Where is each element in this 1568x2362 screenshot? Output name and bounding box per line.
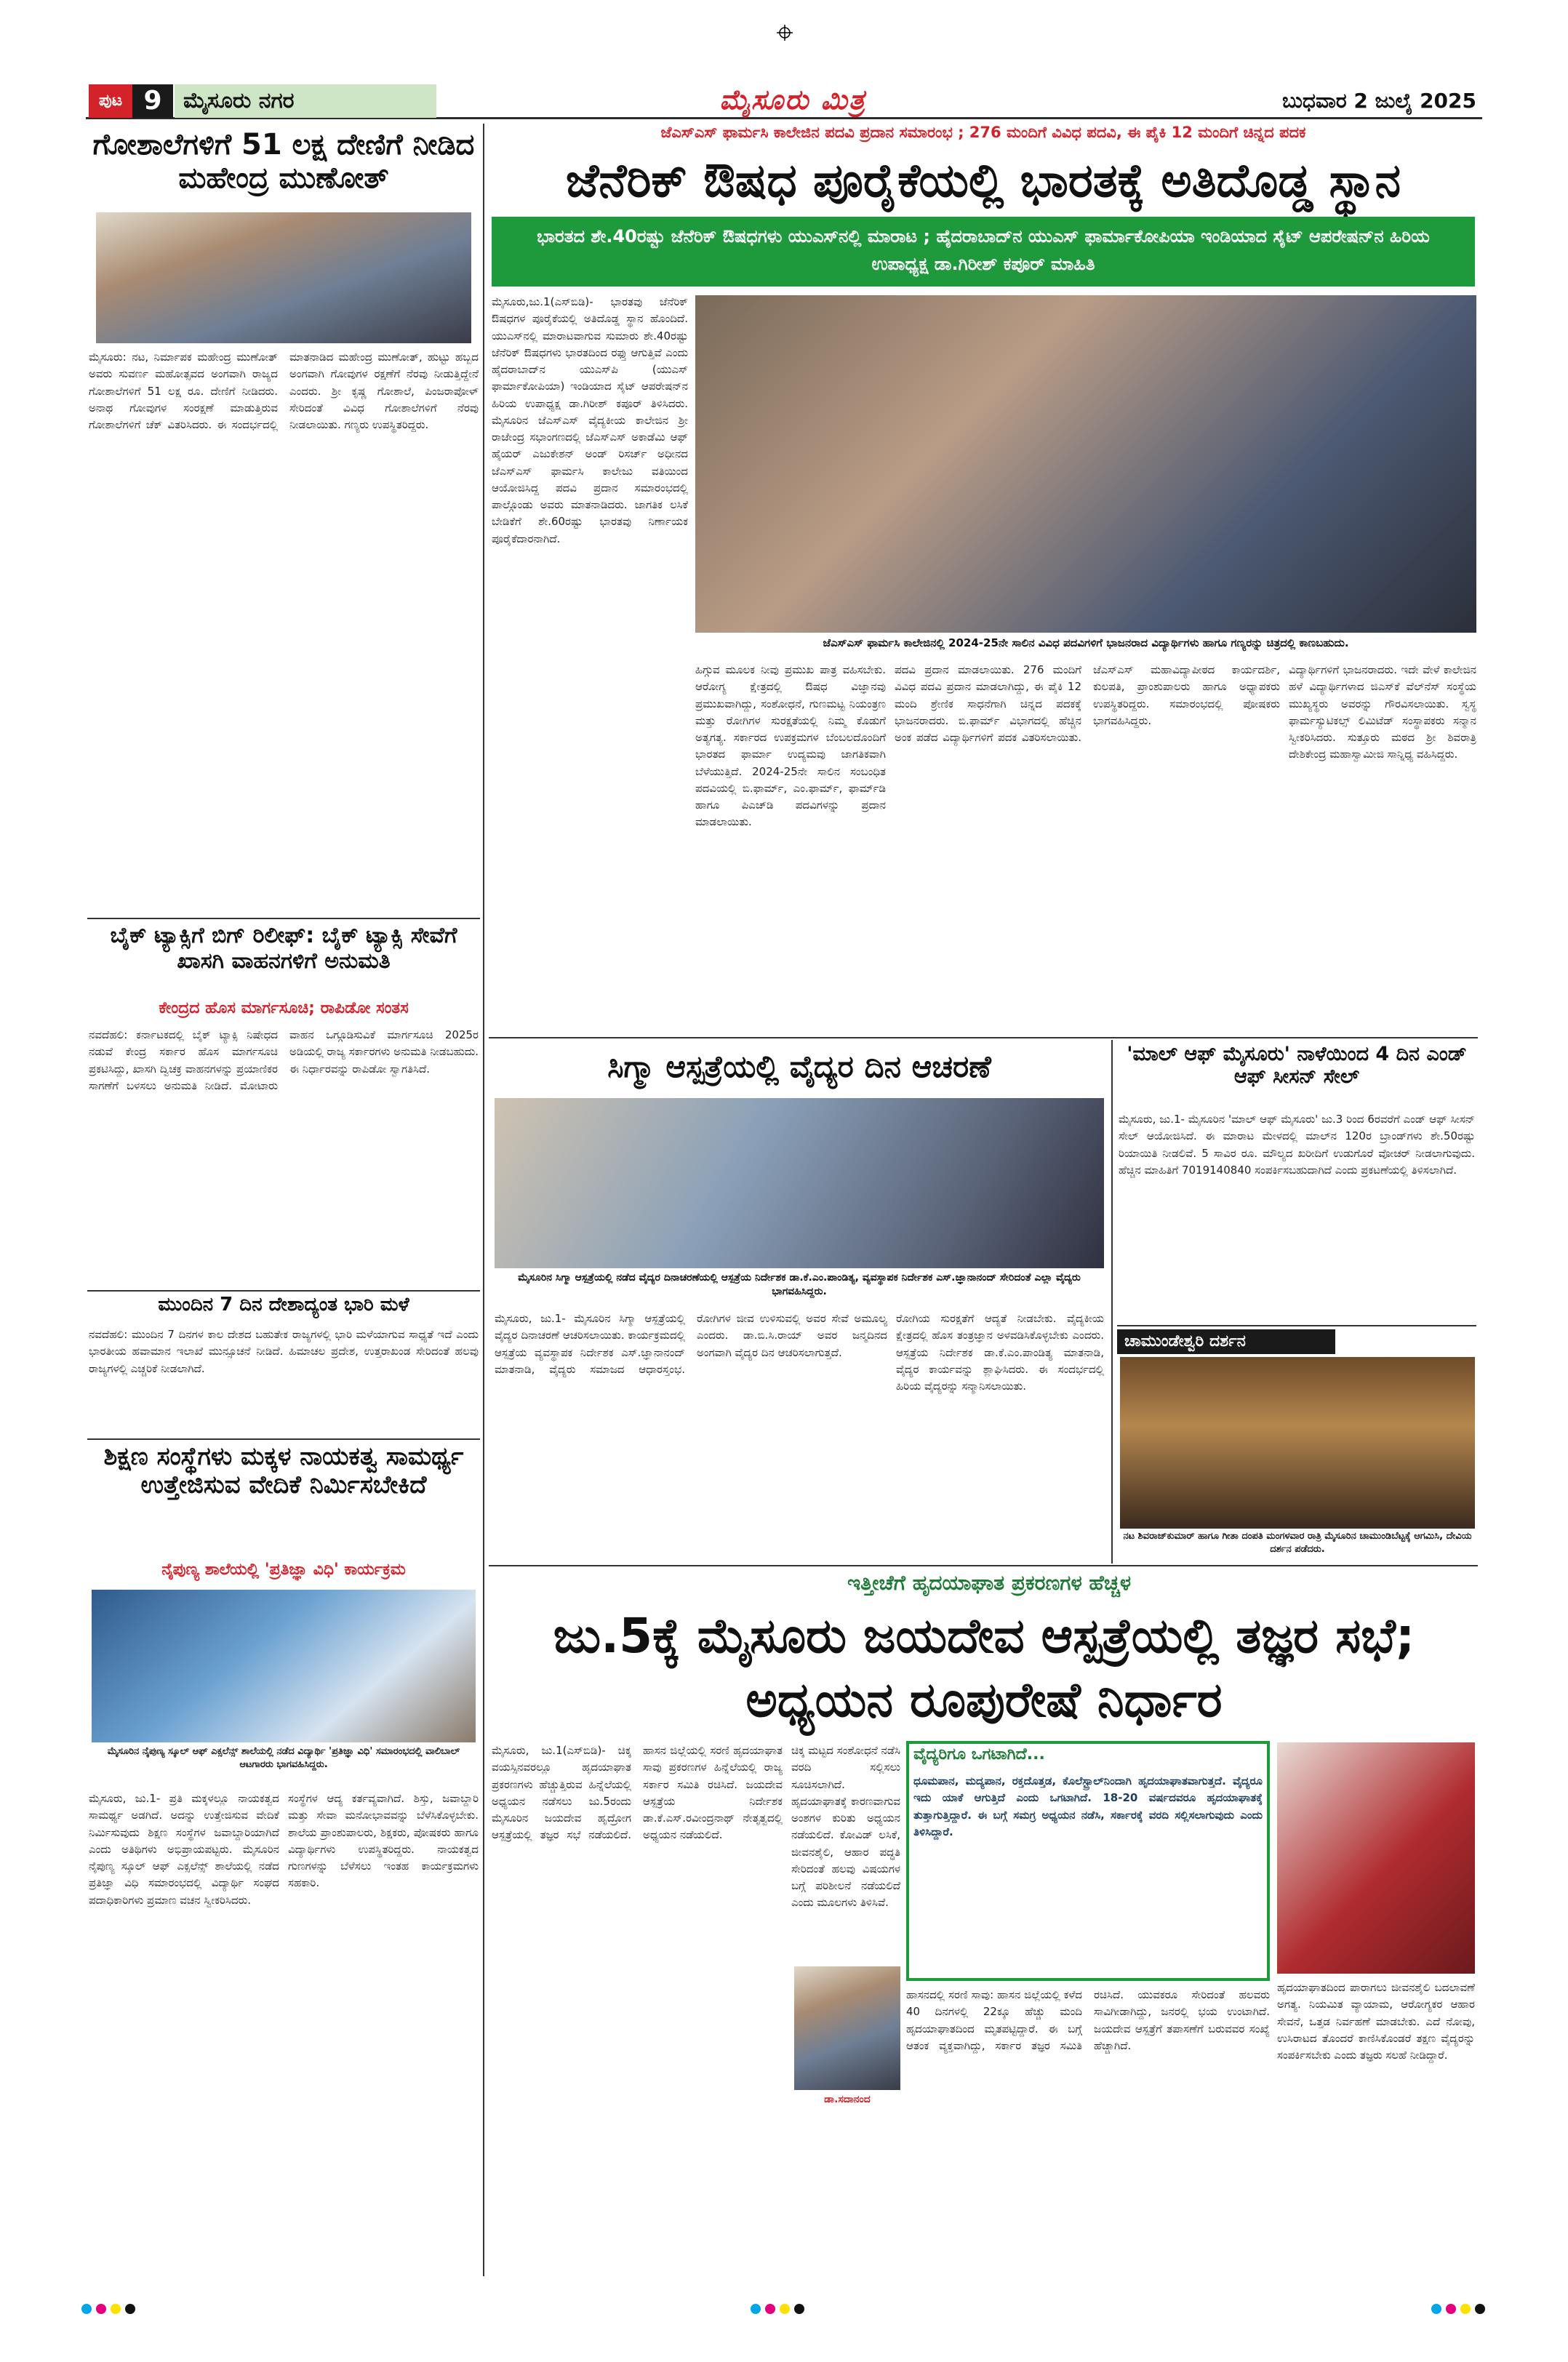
registration-mark-icon — [777, 25, 793, 41]
edu-caption: ಮೈಸೂರಿನ ನೈಪುಣ್ಯ ಸ್ಕೂಲ್ ಆಫ್ ಎಕ್ಸಲೆನ್ಸ್ ಶಾಲೆಯಲ್ಲಿ ನಡೆದ ವಿದ್ಯಾರ್ಥಿ 'ಪ್ರತಿಜ್ಞಾ ವಿಧಿ' ಸಮಾರಂಭದಲ್ಲಿ ವಾಲಿಬಾಲ್ ಆಟಗಾರರು ಭಾಗವಹಿಸಿದ್ದರು. — [107, 1746, 460, 1770]
print-dot-black — [125, 2304, 135, 2314]
edu-photo — [92, 1590, 476, 1742]
bike-taxi-kicker: ಕೇಂದ್ರದ ಹೊಸ ಮಾರ್ಗಸೂಚಿ; ರಾಪಿಡೋ ಸಂತಸ — [159, 999, 409, 1017]
bike-taxi-headline: ಬೈಕ್ ಟ್ಯಾಕ್ಸಿಗೆ ಬಿಗ್ ರಿಲೀಫ್: ಬೈಕ್ ಟ್ಯಾಕ್ಸಿ ಸೇವೆಗೆ ಖಾಸಗಿ ವಾಹನಗಳಿಗೆ ಅನುಮತಿ — [110, 923, 457, 974]
issue-date: ಬುಧವಾರ 2 ಜುಲೈ 2025 — [1282, 89, 1476, 113]
sigma-body: ಮೈಸೂರು, ಜು.1- ಮೈಸೂರಿನ ಸಿಗ್ಮಾ ಆಸ್ಪತ್ರೆಯಲ್ಲಿ ವೈದ್ಯರ ದಿನಾಚರಣೆ ಆಚರಿಸಲಾಯಿತು. ಕಾರ್ಯಕ್ರಮದಲ್ಲಿ ಆಸ್ಪತ್ರೆಯ ವ್ಯವಸ್ಥಾಪಕ ನಿರ್ದೇಶಕ ಎಸ್.ಜ್ಞಾನಾನಂದ್ ಮಾತನಾಡಿ, ವೈದ್ಯರು ಸಮಾಜದ ಆಧಾರಸ್ತಂಭ. ರೋಗಿಗಳ ಜೀವ ಉಳಿಸುವಲ್ಲಿ ಅವರ ಸೇವೆ ಅಮೂಲ್ಯ ಎಂದರು. ಡಾ.ಬಿ.ಸಿ.ರಾಯ್ ಅವರ ಜನ್ಮದಿನದ ಅಂಗವಾಗಿ ವೈದ್ಯರ ದಿನ ಆಚರಿಸಲಾಗುತ್ತದೆ. — [495, 1312, 887, 1376]
goshala-headline: ಗೋಶಾಲೆಗಳಿಗೆ 51 ಲಕ್ಷ ದೇಣಿಗೆ ನೀಡಿದ ಮಹೇಂದ್ರ ಮುಣೋತ್ — [92, 128, 475, 195]
jayadeva-col-c: ಹೃದಯಾಘಾತದಿಂದ ಪಾರಾಗಲು ಜೀವನಶೈಲಿ ಬದಲಾವಣೆ ಅಗತ್ಯ. ನಿಯಮಿತ ವ್ಯಾಯಾಮ, ಆರೋಗ್ಯಕರ ಆಹಾರ ಸೇವನೆ, ಒತ್ತಡ ನಿರ್ವಹಣೆ ಮಾಡಬೇಕು. ಎದೆ ನೋವು, ಉಸಿರಾಟದ ತೊಂದರೆ ಕಾಣಿಸಿಕೊಂಡರೆ ತಕ್ಷಣ ವೈದ್ಯರನ್ನು ಸಂಪರ್ಕಿಸಬೇಕು ಎಂದು ತಜ್ಞರು ಸಲಹೆ ನೀಡಿದ್ದಾರೆ. — [1277, 1981, 1475, 2062]
goshala-photo — [96, 212, 471, 343]
info-box-title: ವೈದ್ಯರಿಗೂ ಒಗಟಾಗಿದೆ... — [913, 1745, 1045, 1764]
divider — [87, 1438, 480, 1440]
jayadeva-headline: ಜು.5ಕ್ಕೆ ಮೈಸೂರು ಜಯದೇವ ಆಸ್ಪತ್ರೆಯಲ್ಲಿ ತಜ್ಞರ ಸಭೆ; ಅಧ್ಯಯನ ರೂಪುರೇಷೆ ನಿರ್ಧಾರ — [553, 1608, 1415, 1728]
chamundi-title: ಚಾಮುಂಡೇಶ್ವರಿ ದರ್ಶನ — [1117, 1329, 1335, 1354]
print-dot-magenta — [1446, 2304, 1456, 2314]
print-dot-black — [1475, 2304, 1485, 2314]
chamundi-caption: ನಟ ಶಿವರಾಜ್‌ಕುಮಾರ್ ಹಾಗೂ ಗೀತಾ ದಂಪತಿ ಮಂಗಳವಾರ ರಾತ್ರಿ ಮೈಸೂರಿನ ಚಾಮುಂಡಿಬೆಟ್ಟಕ್ಕೆ ಆಗಮಿಸಿ, ದೇವಿಯ ದರ್ಶನ ಪಡೆದರು. — [1123, 1531, 1472, 1555]
print-dot-yellow — [111, 2304, 121, 2314]
print-dot-cyan — [81, 2304, 92, 2314]
doctor-portrait — [794, 1966, 900, 2090]
print-dot-cyan — [751, 2304, 761, 2314]
rain-headline: ಮುಂದಿನ 7 ದಿನ ದೇಶಾದ್ಯಂತ ಭಾರಿ ಮಳೆ — [158, 1294, 409, 1316]
print-dot-magenta — [96, 2304, 106, 2314]
lead-body-col4: ವಿದ್ಯಾರ್ಥಿಗಳಿಗೆ ಭಾಜನರಾದರು. ಇದೇ ವೇಳೆ ಕಾಲೇಜಿನ ಹಳೆ ವಿದ್ಯಾರ್ಥಿಗಳಾದ ಜಿಎಸ್‌ಕೆ ವೆಲ್‌ನೆಸ್ ಸಂಸ್ಥೆಯ ಮುಖ್ಯಸ್ಥರು ಅವರನ್ನು ಗೌರವಿಸಲಾಯಿತು. ಸ್ವಸ್ಥ ಫಾರ್ಮಸ್ಯುಟಿಕಲ್ಸ್ ಲಿಮಿಟೆಡ್ ಸಂಸ್ಥಾಪಕರು ಸನ್ಮಾನ ಸ್ವೀಕರಿಸಿದರು. ಸುತ್ತೂರು ಮಠದ ಶ್ರೀ ಶಿವರಾತ್ರಿ ದೇಶಿಕೇಂದ್ರ ಮಹಾಸ್ವಾಮೀಜಿ ಸಾನ್ನಿಧ್ಯ ವಹಿಸಿದ್ದರು. — [1289, 663, 1476, 761]
edu-headline: ಶಿಕ್ಷಣ ಸಂಸ್ಥೆಗಳು ಮಕ್ಕಳ ನಾಯಕತ್ವ ಸಾಮರ್ಥ್ಯ ಉತ್ತೇಜಿಸುವ ವೇದಿಕೆ ನಿರ್ಮಿಸಬೇಕಿದೆ — [103, 1442, 464, 1500]
goshala-body: ಮೈಸೂರು: ನಟ, ನಿರ್ಮಾಪಕ ಮಹೇಂದ್ರ ಮುಣೋತ್ ಅವರು ಸುವರ್ಣ ಮಹೋತ್ಸವದ ಅಂಗವಾಗಿ ರಾಜ್ಯದ ಗೋಶಾಲೆಗಳಿಗೆ 51 ಲಕ್ಷ ರೂ. ದೇಣಿಗೆ ನೀಡಿದರು. ಅನಾಥ ಗೋವುಗಳ ಸಂರಕ್ಷಣೆ ಮಾಡುತ್ತಿರುವ ಗೋಶಾಲೆಗಳಿಗೆ ಚೆಕ್ ವಿತರಿಸಿದರು. ಈ ಸಂದರ್ಭದಲ್ಲಿ ಮಾತನಾಡಿದ ಮಹೇಂದ್ರ ಮುಣೋತ್, ಹುಟ್ಟು ಹಬ್ಬದ ಅಂಗವಾಗಿ ಗೋವುಗಳ ರಕ್ಷಣೆಗೆ ನೆರವು ನೀಡುತ್ತಿದ್ದೇನೆ ಎಂದರು. ಶ್ರೀ ಕೃಷ್ಣ ಗೋಶಾಲೆ, ಪಿಂಜರಾಪೋಳ್ ಸೇರಿದಂತೆ ವಿವಿಧ ಗೋಶಾಲೆಗಳಿಗೆ ನೆರವು ನೀಡಲಾಯಿತು. ಗಣ್ಯರು ಉಪಸ್ಥಿತರಿದ್ದರು. — [89, 351, 479, 431]
section-title: ಮೈಸೂರು ನಗರ — [175, 84, 436, 118]
lead-body-col2: ಹಿಗ್ಗುವ ಮೂಲಕ ನೀವು ಪ್ರಮುಖ ಪಾತ್ರ ವಹಿಸಬೇಕು. ಆರೋಗ್ಯ ಕ್ಷೇತ್ರದಲ್ಲಿ ಔಷಧ ವಿಜ್ಞಾನವು ಪ್ರಮುಖವಾಗಿದ್ದು, ಸಂಶೋಧನೆ, ಗುಣಮಟ್ಟ ನಿಯಂತ್ರಣ ಮತ್ತು ರೋಗಿಗಳ ಸುರಕ್ಷತೆಯಲ್ಲಿ ನಿಮ್ಮ ಕೊಡುಗೆ ಅತ್ಯಗತ್ಯ. ಸರ್ಕಾರದ ಉಪಕ್ರಮಗಳ ಬೆಂಬಲದೊಂದಿಗೆ ಭಾರತದ ಫಾರ್ಮಾ ಉದ್ಯಮವು ಜಾಗತಿಕವಾಗಿ ಬೆಳೆಯುತ್ತಿದೆ. 2024-25ನೇ ಸಾಲಿನ ಸಂಬಂಧಿತ ಪದವಿಯಲ್ಲಿ ಬಿ.ಫಾರ್ಮ್, ಎಂ.ಫಾರ್ಮ್, ಫಾರ್ಮ್‌ಡಿ ಹಾಗೂ ಪಿಎಚ್‌ಡಿ ಪದವಿಗಳನ್ನು ಪ್ರದಾನ ಮಾಡಲಾಯಿತು. — [695, 663, 886, 829]
sigma-caption: ಮೈಸೂರಿನ ಸಿಗ್ಮಾ ಆಸ್ಪತ್ರೆಯಲ್ಲಿ ನಡೆದ ವೈದ್ಯರ ದಿನಾಚರಣೆಯಲ್ಲಿ ಆಸ್ಪತ್ರೆಯ ನಿರ್ದೇಶಕ ಡಾ.ಕೆ.ಎಂ.ಪಾಂಡಿತ್ಯ, ವ್ಯವಸ್ಥಾಪಕ ನಿರ್ದೇಶಕ ಎಸ್.ಜ್ಞಾನಾನಂದ್ ಸೇರಿದಂತೆ ಎಲ್ಲಾ ವೈದ್ಯರು ಭಾಗವಹಿಸಿದ್ದರು. — [518, 1272, 1081, 1297]
rain-body: ನವದೆಹಲಿ: ಮುಂದಿನ 7 ದಿನಗಳ ಕಾಲ ದೇಶದ ಬಹುತೇಕ ರಾಜ್ಯಗಳಲ್ಲಿ ಭಾರಿ ಮಳೆಯಾಗುವ ಸಾಧ್ಯತೆ ಇದೆ ಎಂದು ಭಾರತೀಯ ಹವಾಮಾನ ಇಲಾಖೆ ಮುನ್ಸೂಚನೆ ನೀಡಿದೆ. ಹಿಮಾಚಲ ಪ್ರದೇಶ, ಉತ್ತರಾಖಂಡ ಸೇರಿದಂತೆ ಹಲವು ರಾಜ್ಯಗಳಲ್ಲಿ ಎಚ್ಚರಿಕೆ ನೀಡಲಾಗಿದೆ. — [89, 1328, 479, 1375]
bike-taxi-body: ನವದೆಹಲಿ: ಕರ್ನಾಟಕದಲ್ಲಿ ಬೈಕ್ ಟ್ಯಾಕ್ಸಿ ನಿಷೇಧದ ನಡುವೆ ಕೇಂದ್ರ ಸರ್ಕಾರ ಹೊಸ ಮಾರ್ಗಸೂಚಿ ಪ್ರಕಟಿಸಿದ್ದು, ಖಾಸಗಿ ದ್ವಿಚಕ್ರ ವಾಹನಗಳನ್ನು ಪ್ರಯಾಣಿಕರ ಸಾಗಣೆಗೆ ಬಳಸಲು ಅನುಮತಿ ನೀಡಿದೆ. ಮೋಟಾರು ವಾಹನ ಒಗ್ಗೂಡಿಸುವಿಕೆ ಮಾರ್ಗಸೂಚಿ 2025ರ ಅಡಿಯಲ್ಲಿ ರಾಜ್ಯ ಸರ್ಕಾರಗಳು ಅನುಮತಿ ನೀಡಬಹುದು. ಈ ನಿರ್ಧಾರವನ್ನು ರಾಪಿಡೋ ಸ್ವಾಗತಿಸಿದೆ. — [89, 1028, 479, 1092]
divider — [489, 1565, 1478, 1566]
lead-body-col3: ಪದವಿ ಪ್ರದಾನ ಮಾಡಲಾಯಿತು. 276 ಮಂದಿಗೆ ವಿವಿಧ ಪದವಿ ಪ್ರದಾನ ಮಾಡಲಾಗಿದ್ದು, ಈ ಪೈಕಿ 12 ಮಂದಿ ಶ್ರೇಣಿಕ ಸಾಧನೆಗಾಗಿ ಚಿನ್ನದ ಪದಕಕ್ಕೆ ಭಾಜನರಾದರು. ಬಿ.ಫಾರ್ಮ್ ವಿಭಾಗದಲ್ಲಿ ಹೆಚ್ಚಿನ ಅಂಕ ಪಡೆದ ವಿದ್ಯಾರ್ಥಿಗಳಿಗೆ ಪದಕ ವಿತರಿಸಲಾಯಿತು. ಜೆಎಸ್‌ಎಸ್ ಮಹಾವಿದ್ಯಾಪೀಠದ ಕಾರ್ಯದರ್ಶಿ, ಕುಲಪತಿ, ಪ್ರಾಂಶುಪಾಲರು ಹಾಗೂ ಅಧ್ಯಾಪಕರು ಉಪಸ್ಥಿತರಿದ್ದರು. ಸಮಾರಂಭದಲ್ಲಿ ಪೋಷಕರು ಭಾಗವಹಿಸಿದ್ದರು. — [895, 663, 1280, 744]
lead-photo-caption: ಜೆಎಸ್‌ಎಸ್ ಫಾರ್ಮಸಿ ಕಾಲೇಜಿನಲ್ಲಿ 2024-25ನೇ ಸಾಲಿನ ವಿವಿಧ ಪದವಿಗಳಿಗೆ ಭಾಜನರಾದ ವಿದ್ಯಾರ್ಥಿಗಳು ಹಾಗೂ ಗಣ್ಯರನ್ನು ಚಿತ್ರದಲ್ಲಿ ಕಾಣಬಹುದು. — [823, 636, 1349, 649]
jayadeva-body-2: ಚಿಕ್ಕ ಮಟ್ಟದ ಸಂಶೋಧನೆ ನಡೆಸಿ ವರದಿ ಸಲ್ಲಿಸಲು ಸೂಚಿಸಲಾಗಿದೆ. ಹೃದಯಾಘಾತಕ್ಕೆ ಕಾರಣವಾಗುವ ಅಂಶಗಳ ಕುರಿತು ಅಧ್ಯಯನ ನಡೆಯಲಿದೆ. ಕೋವಿಡ್ ಲಸಿಕೆ, ಜೀವನಶೈಲಿ, ಆಹಾರ ಪದ್ಧತಿ ಸೇರಿದಂತೆ ಹಲವು ವಿಷಯಗಳ ಬಗ್ಗೆ ಪರಿಶೀಲನೆ ನಡೆಯಲಿದೆ ಎಂದು ಮೂಲಗಳು ತಿಳಿಸಿವೆ. — [791, 1744, 900, 1910]
mall-body: ಮೈಸೂರು, ಜು.1- ಮೈಸೂರಿನ 'ಮಾಲ್ ಆಫ್ ಮೈಸೂರು' ಜು.3 ರಿಂದ 6ರವರೆಗೆ ಎಂಡ್ ಆಫ್ ಸೀಸನ್ ಸೇಲ್ ಆಯೋಜಿಸಿದೆ. ಈ ಮಾರಾಟ ಮೇಳದಲ್ಲಿ ಮಾಲ್‌ನ 120ರ ಬ್ರಾಂಡ್‌ಗಳು ಶೇ.50ರಷ್ಟು ರಿಯಾಯಿತಿ ನೀಡಲಿವೆ. 5 ಸಾವಿರ ರೂ. ಮೌಲ್ಯದ ಖರೀದಿಗೆ ಉಡುಗೊರೆ ವೋಚರ್ ನೀಡಲಾಗುವುದು. ಹೆಚ್ಚಿನ ಮಾಹಿತಿಗೆ 7019140840 ಸಂಪರ್ಕಿಸಬಹುದಾಗಿದೆ ಎಂದು ಪ್ರಕಟಣೆಯಲ್ಲಿ ತಿಳಿಸಲಾಗಿದೆ. — [1119, 1113, 1475, 1177]
print-dot-yellow — [1460, 2304, 1471, 2314]
print-dot-yellow — [780, 2304, 790, 2314]
doctor-caption: ಡಾ.ಸದಾನಂದ — [824, 2094, 871, 2105]
mall-headline: 'ಮಾಲ್ ಆಫ್ ಮೈಸೂರು' ನಾಳೆಯಿಂದ 4 ದಿನ ಎಂಡ್ ಆಫ್ ಸೀಸನ್ ಸೇಲ್ — [1127, 1043, 1467, 1089]
divider — [87, 918, 480, 919]
print-dot-cyan — [1431, 2304, 1441, 2314]
print-dot-magenta — [765, 2304, 775, 2314]
divider — [87, 1290, 480, 1292]
edu-kicker: ನೈಪುಣ್ಯ ಶಾಲೆಯಲ್ಲಿ 'ಪ್ರತಿಜ್ಞಾ ವಿಧಿ' ಕಾರ್ಯಕ್ರಮ — [161, 1561, 406, 1579]
divider — [489, 1037, 1478, 1038]
lead-kicker: ಜೆಎಸ್‌ಎಸ್ ಫಾರ್ಮಸಿ ಕಾಲೇಜಿನ ಪದವಿ ಪ್ರದಾನ ಸಮಾರಂಭ ; 276 ಮಂದಿಗೆ ವಿವಿಧ ಪದವಿ, ಈ ಪೈಕಿ 12 ಮಂದಿಗೆ ಚಿನ್ನದ ಪದಕ — [660, 124, 1306, 141]
jayadeva-body: ಮೈಸೂರು, ಜು.1(ಎಸ್‌ಬಿಡಿ)- ಚಿಕ್ಕ ವಯಸ್ಸಿನವರಲ್ಲೂ ಹೃದಯಾಘಾತ ಪ್ರಕರಣಗಳು ಹೆಚ್ಚುತ್ತಿರುವ ಹಿನ್ನೆಲೆಯಲ್ಲಿ ಅಧ್ಯಯನ ನಡೆಸಲು ಜು.5ರಂದು ಮೈಸೂರಿನ ಜಯದೇವ ಹೃದ್ರೋಗ ಆಸ್ಪತ್ರೆಯಲ್ಲಿ ತಜ್ಞರ ಸಭೆ ನಡೆಯಲಿದೆ. ಹಾಸನ ಜಿಲ್ಲೆಯಲ್ಲಿ ಸರಣಿ ಹೃದಯಾಘಾತ ಸಾವು ಪ್ರಕರಣಗಳ ಹಿನ್ನೆಲೆಯಲ್ಲಿ ರಾಜ್ಯ ಸರ್ಕಾರ ಸಮಿತಿ ರಚಿಸಿದೆ. ಜಯದೇವ ಆಸ್ಪತ್ರೆಯ ನಿರ್ದೇಶಕ ಡಾ.ಕೆ.ಎಸ್.ರವೀಂದ್ರನಾಥ್ ನೇತೃತ್ವದಲ್ಲಿ ಅಧ್ಯಯನ ನಡೆಯಲಿದೆ. — [492, 1744, 783, 1842]
sigma-photo — [495, 1098, 1104, 1268]
lead-photo-graduates — [695, 295, 1476, 633]
column-divider — [483, 124, 484, 2276]
page-label: ಪುಟ — [89, 84, 132, 118]
jayadeva-kicker: ಇತ್ತೀಚೆಗೆ ಹೃದಯಾಘಾತ ಪ್ರಕರಣಗಳ ಹೆಚ್ಚಳ — [847, 1571, 1132, 1595]
edu-body-2: ಸಂಸ್ಥೆಗಳ ಆದ್ಯ ಕರ್ತವ್ಯವಾಗಿದೆ. ಶಿಸ್ತು, ಜವಾಬ್ದಾರಿ ಮತ್ತು ಸೇವಾ ಮನೋಭಾವವನ್ನು ಬೆಳೆಸಿಕೊಳ್ಳಬೇಕು. ಶಾಲೆಯ ಪ್ರಾಂಶುಪಾಲರು, ಶಿಕ್ಷಕರು, ಪೋಷಕರು ಹಾಗೂ ವಿದ್ಯಾರ್ಥಿಗಳು ಉಪಸ್ಥಿತರಿದ್ದರು. ನಾಯಕತ್ವದ ಗುಣಗಳನ್ನು ಬೆಳೆಸಲು ಇಂತಹ ಕಾರ್ಯಕ್ರಮಗಳು ಸಹಕಾರಿ. — [288, 1792, 479, 1890]
sigma-headline: ಸಿಗ್ಮಾ ಆಸ್ಪತ್ರೆಯಲ್ಲಿ ವೈದ್ಯರ ದಿನ ಆಚರಣೆ — [607, 1049, 991, 1084]
edu-body: ಮೈಸೂರು, ಜು.1- ಪ್ರತಿ ಮಕ್ಕಳಲ್ಲೂ ನಾಯಕತ್ವದ ಸಾಮರ್ಥ್ಯ ಅಡಗಿದೆ. ಅದನ್ನು ಉತ್ತೇಜಿಸುವ ವೇದಿಕೆ ನಿರ್ಮಿಸುವುದು ಶಿಕ್ಷಣ ಸಂಸ್ಥೆಗಳ ಜವಾಬ್ದಾರಿಯಾಗಿದೆ ಎಂದು ಅತಿಥಿಗಳು ಅಭಿಪ್ರಾಯಪಟ್ಟರು. ಮೈಸೂರಿನ ನೈಪುಣ್ಯ ಸ್ಕೂಲ್ ಆಫ್ ಎಕ್ಸಲೆನ್ಸ್ ಶಾಲೆಯಲ್ಲಿ ನಡೆದ ಪ್ರತಿಜ್ಞಾ ವಿಧಿ ಸಮಾರಂಭದಲ್ಲಿ ವಿದ್ಯಾರ್ಥಿ ಸಂಘದ ಪದಾಧಿಕಾರಿಗಳು ಪ್ರಮಾಣ ವಚನ ಸ್ವೀಕರಿಸಿದರು. — [89, 1792, 279, 1907]
sigma-body-2: ರೋಗಿಯ ಸುರಕ್ಷತೆಗೆ ಆದ್ಯತೆ ನೀಡಬೇಕು. ವೈದ್ಯಕೀಯ ಕ್ಷೇತ್ರದಲ್ಲಿ ಹೊಸ ತಂತ್ರಜ್ಞಾನ ಅಳವಡಿಸಿಕೊಳ್ಳಬೇಕು ಎಂದರು. ಆಸ್ಪತ್ರೆಯ ನಿರ್ದೇಶಕ ಡಾ.ಕೆ.ಎಂ.ಪಾಂಡಿತ್ಯ ಮಾತನಾಡಿ, ವೈದ್ಯರ ಕಾರ್ಯವನ್ನು ಶ್ಲಾಘಿಸಿದರು. ಈ ಸಂದರ್ಭದಲ್ಲಿ ಹಿರಿಯ ವೈದ್ಯರನ್ನು ಸನ್ಮಾನಿಸಲಾಯಿತು. — [896, 1312, 1104, 1393]
page-number: 9 — [132, 84, 173, 118]
divider — [1117, 1325, 1476, 1326]
lead-subhead: ಭಾರತದ ಶೇ.40ರಷ್ಟು ಜೆನೆರಿಕ್ ಔಷಧಗಳು ಯುಎಸ್‌ನಲ್ಲಿ ಮಾರಾಟ ; ಹೈದರಾಬಾದ್‌ನ ಯುಎಸ್ ಫಾರ್ಮಾಕೋಪಿಯಾ ಇಂಡಿಯಾದ ಸೈಟ್ ಆಪರೇಷನ್‌ನ ಹಿರಿಯ ಉಪಾಧ್ಯಕ್ಷ ಡಾ.ಗಿರೀಶ್ ಕಪೂರ್ ಮಾಹಿತಿ — [492, 217, 1475, 287]
column-divider — [1111, 1040, 1113, 1564]
info-box-body: ಧೂಮಪಾನ, ಮದ್ಯಪಾನ, ರಕ್ತದೊತ್ತಡ, ಕೊಲೆಸ್ಟ್ರಾಲ್‌ನಿಂದಾಗಿ ಹೃದಯಾಘಾತವಾಗುತ್ತದೆ. ವೈದ್ಯರೂ ಇದು ಯಾಕೆ ಆಗುತ್ತಿದೆ ಎಂದು ಒಗಟಾಗಿದೆ. 18-20 ವರ್ಷದವರೂ ಹೃದಯಾಘಾತಕ್ಕೆ ತುತ್ತಾಗುತ್ತಿದ್ದಾರೆ. ಈ ಬಗ್ಗೆ ಸಮಗ್ರ ಅಧ್ಯಯನ ನಡೆಸಿ, ಸರ್ಕಾರಕ್ಕೆ ವರದಿ ಸಲ್ಲಿಸಲಾಗುವುದು ಎಂದು ತಿಳಿಸಿದ್ದಾರೆ. — [913, 1774, 1263, 1838]
jayadeva-col-b: ಹಾಸನದಲ್ಲಿ ಸರಣಿ ಸಾವು: ಹಾಸನ ಜಿಲ್ಲೆಯಲ್ಲಿ ಕಳೆದ 40 ದಿನಗಳಲ್ಲಿ 22ಕ್ಕೂ ಹೆಚ್ಚು ಮಂದಿ ಹೃದಯಾಘಾತದಿಂದ ಮೃತಪಟ್ಟಿದ್ದಾರೆ. ಈ ಬಗ್ಗೆ ಆತಂಕ ವ್ಯಕ್ತವಾಗಿದ್ದು, ಸರ್ಕಾರ ತಜ್ಞರ ಸಮಿತಿ ರಚಿಸಿದೆ. ಯುವಕರೂ ಸೇರಿದಂತೆ ಹಲವರು ಸಾವಿಗೀಡಾಗಿದ್ದು, ಜನರಲ್ಲಿ ಭಯ ಉಂಟಾಗಿದೆ. ಜಯದೇವ ಆಸ್ಪತ್ರೆಗೆ ತಪಾಸಣೆಗೆ ಬರುವವರ ಸಂಖ್ಯೆ ಹೆಚ್ಚಾಗಿದೆ. — [906, 1988, 1270, 2052]
chamundi-photo — [1120, 1357, 1475, 1529]
lead-body-col1: ಮೈಸೂರು,ಜು.1(ಎಸ್‌ಬಿಡಿ)- ಭಾರತವು ಜೆನೆರಿಕ್ ಔಷಧಗಳ ಪೂರೈಕೆಯಲ್ಲಿ ಅತಿದೊಡ್ಡ ಸ್ಥಾನ ಹೊಂದಿದೆ. ಯುಎಸ್‌ನಲ್ಲಿ ಮಾರಾಟವಾಗುವ ಸುಮಾರು ಶೇ.40ರಷ್ಟು ಜೆನೆರಿಕ್ ಔಷಧಗಳು ಭಾರತದಿಂದ ರಫ್ತು ಆಗುತ್ತಿವೆ ಎಂದು ಹೈದರಾಬಾದ್‌ನ ಯುಎಸ್‌ಪಿ (ಯುಎಸ್ ಫಾರ್ಮಾಕೋಪಿಯಾ) ಇಂಡಿಯಾದ ಸೈಟ್ ಆಪರೇಷನ್‌ನ ಹಿರಿಯ ಉಪಾಧ್ಯಕ್ಷ ಡಾ.ಗಿರೀಶ್ ಕಪೂರ್ ತಿಳಿಸಿದರು. ಮೈಸೂರಿನ ಜೆಎಸ್‌ಎಸ್ ವೈದ್ಯಕೀಯ ಕಾಲೇಜಿನ ಶ್ರೀ ರಾಜೇಂದ್ರ ಸಭಾಂಗಣದಲ್ಲಿ ಜೆಎಸ್‌ಎಸ್ ಅಕಾಡೆಮಿ ಆಫ್ ಹೈಯರ್ ಎಜುಕೇಶನ್ ಅಂಡ್ ರಿಸರ್ಚ್ ಅಧೀನದ ಜೆಎಸ್‌ಎಸ್ ಫಾರ್ಮಸಿ ಕಾಲೇಜು ವತಿಯಿಂದ ಆಯೋಜಿಸಿದ್ದ ಪದವಿ ಪ್ರದಾನ ಸಮಾರಂಭದಲ್ಲಿ ಪಾಲ್ಗೊಂಡು ಅವರು ಮಾತನಾಡಿದರು. ಜಾಗತಿಕ ಲಸಿಕೆ ಬೇಡಿಕೆಗೆ ಶೇ.60ರಷ್ಟು ಭಾರತವು ನಿರ್ಣಾಯಕ ಪೂರೈಕೆದಾರನಾಗಿದೆ. — [492, 295, 688, 545]
print-dot-black — [794, 2304, 804, 2314]
heart-attack-photo — [1277, 1742, 1475, 1974]
masthead-logo: ಮೈಸೂರು ಮಿತ್ರ — [719, 83, 866, 116]
lead-headline: ಜೆನೆರಿಕ್ ಔಷಧ ಪೂರೈಕೆಯಲ್ಲಿ ಭಾರತಕ್ಕೆ ಅತಿದೊಡ್ಡ ಸ್ಥಾನ — [565, 154, 1401, 208]
